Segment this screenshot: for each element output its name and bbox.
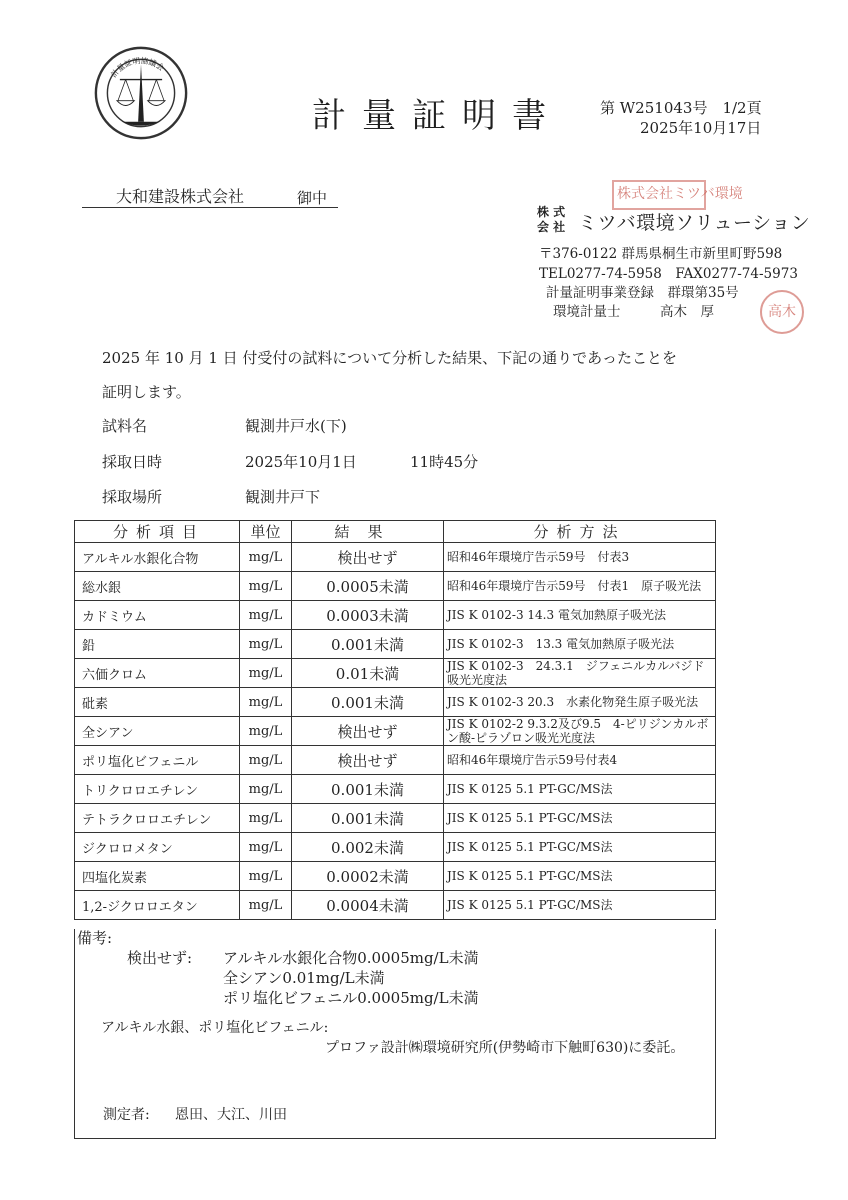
svg-text:計量証明協議会 bbox=[108, 55, 166, 79]
not-detected-line-2: 全シアン0.01mg/L未満 bbox=[223, 969, 385, 987]
result-cell: 0.01未満 bbox=[292, 659, 444, 688]
result-cell: 0.001未満 bbox=[292, 630, 444, 659]
result-cell: 検出せず bbox=[292, 717, 444, 746]
result-cell: 検出せず bbox=[292, 746, 444, 775]
table-row bbox=[75, 862, 716, 891]
kk-line2: 会 社 bbox=[537, 220, 566, 234]
subcontract-label: アルキル水銀、ポリ塩化ビフェニル: bbox=[101, 1020, 329, 1036]
document-title: 計量証明書 bbox=[312, 96, 562, 136]
analysis-item-cell: カドミウム bbox=[75, 601, 240, 630]
result-cell: 0.0003未満 bbox=[292, 601, 444, 630]
remarks-label: 備考: bbox=[77, 929, 113, 947]
not-detected-label: 検出せず: bbox=[127, 949, 193, 967]
table-row bbox=[75, 572, 716, 601]
unit-cell: mg/L bbox=[240, 688, 292, 717]
result-cell: 0.002未満 bbox=[292, 833, 444, 862]
unit-cell: mg/L bbox=[240, 833, 292, 862]
analysis-item-cell: テトラクロロエチレン bbox=[75, 804, 240, 833]
unit-cell: mg/L bbox=[240, 862, 292, 891]
analysis-method-cell: JIS K 0102-3 13.3 電気加熱原子吸光法 bbox=[444, 630, 716, 659]
table-row bbox=[75, 688, 716, 717]
unit-cell: mg/L bbox=[240, 601, 292, 630]
analysis-item-cell: ポリ塩化ビフェニル bbox=[75, 746, 240, 775]
sampling-datetime-label: 採取日時 bbox=[102, 453, 163, 471]
unit-cell: mg/L bbox=[240, 630, 292, 659]
analysis-method-cell: JIS K 0125 5.1 PT-GC/MS法 bbox=[444, 862, 716, 891]
table-row bbox=[75, 804, 716, 833]
analysis-item-cell: 総水銀 bbox=[75, 572, 240, 601]
balance-scale-icon bbox=[117, 64, 165, 125]
analysis-method-cell: JIS K 0102-3 20.3 水素化物発生原子吸光法 bbox=[444, 688, 716, 717]
result-cell: 0.0004未満 bbox=[292, 891, 444, 920]
analysis-item-cell: トリクロロエチレン bbox=[75, 775, 240, 804]
header-result: 結果 bbox=[292, 521, 444, 543]
analysis-item-cell: アルキル水銀化合物 bbox=[75, 543, 240, 572]
measurers-names: 恩田、大江、川田 bbox=[175, 1107, 287, 1123]
seal-ring-text: 計量証明協議会 bbox=[109, 56, 166, 80]
sampling-time-value: 11時45分 bbox=[410, 453, 479, 471]
table-row bbox=[75, 601, 716, 630]
sample-name-value: 観測井戸水(下) bbox=[245, 417, 347, 435]
header-method: 分析方法 bbox=[444, 521, 716, 543]
analysis-item-cell: 1,2-ジクロロエタン bbox=[75, 891, 240, 920]
analysis-method-cell: 昭和46年環境庁告示59号 付表3 bbox=[444, 543, 716, 572]
analysis-method-cell: JIS K 0102-3 24.3.1 ジフェニルカルバジド吸光光度法 bbox=[444, 659, 716, 688]
analysis-method-cell: JIS K 0125 5.1 PT-GC/MS法 bbox=[444, 775, 716, 804]
table-header-row bbox=[75, 521, 716, 543]
measurer-name: 高木 厚 bbox=[660, 304, 714, 320]
issuer-address: 〒376-0122 群馬県桐生市新里町野598 bbox=[539, 246, 783, 262]
sampling-place-value: 観測井戸下 bbox=[245, 488, 321, 506]
unit-cell: mg/L bbox=[240, 775, 292, 804]
unit-cell: mg/L bbox=[240, 746, 292, 775]
unit-cell: mg/L bbox=[240, 804, 292, 833]
company-stamp-text: 株式会社ミツバ環境 bbox=[617, 186, 743, 202]
issue-date: 2025年10月17日 bbox=[640, 119, 762, 137]
analysis-method-cell: JIS K 0125 5.1 PT-GC/MS法 bbox=[444, 804, 716, 833]
table-row bbox=[75, 833, 716, 862]
analysis-method-cell: JIS K 0125 5.1 PT-GC/MS法 bbox=[444, 891, 716, 920]
issuer-company-name: ミツバ環境ソリューション bbox=[578, 212, 811, 234]
addressee bbox=[82, 183, 338, 208]
unit-cell: mg/L bbox=[240, 572, 292, 601]
unit-cell: mg/L bbox=[240, 717, 292, 746]
unit-cell: mg/L bbox=[240, 543, 292, 572]
measurers-label: 測定者: bbox=[103, 1107, 150, 1123]
result-cell: 0.001未満 bbox=[292, 688, 444, 717]
analysis-item-cell: 鉛 bbox=[75, 630, 240, 659]
table-row bbox=[75, 717, 716, 746]
subcontract-text: プロファ設計㈱環境研究所(伊勢崎市下触町630)に委託。 bbox=[325, 1040, 685, 1056]
result-cell: 検出せず bbox=[292, 543, 444, 572]
unit-cell: mg/L bbox=[240, 659, 292, 688]
result-cell: 0.001未満 bbox=[292, 775, 444, 804]
document-number: 第 W251043号 1/2頁 bbox=[600, 99, 762, 117]
table-row bbox=[75, 775, 716, 804]
analysis-item-cell: ジクロロメタン bbox=[75, 833, 240, 862]
not-detected-line-3: ポリ塩化ビフェニル0.0005mg/L未満 bbox=[223, 989, 479, 1007]
addressee-company: 大和建設株式会社 bbox=[116, 187, 245, 206]
not-detected-line-1: アルキル水銀化合物0.0005mg/L未満 bbox=[223, 949, 479, 967]
sampling-date-value: 2025年10月1日 bbox=[245, 453, 357, 471]
analysis-method-cell: JIS K 0102-3 14.3 電気加熱原子吸光法 bbox=[444, 601, 716, 630]
sampling-place-label: 採取場所 bbox=[102, 488, 163, 506]
remarks-box bbox=[74, 929, 716, 1139]
result-cell: 0.001未満 bbox=[292, 804, 444, 833]
issuer-kabushiki-kaisha bbox=[537, 205, 565, 235]
table-row bbox=[75, 659, 716, 688]
results-table bbox=[74, 520, 716, 920]
kk-line1: 株 式 bbox=[537, 205, 566, 219]
certification-seal-logo bbox=[93, 45, 189, 141]
issuer-tel-fax: TEL0277-74-5958 FAX0277-74-5973 bbox=[539, 266, 798, 282]
sample-name-label: 試料名 bbox=[102, 417, 148, 435]
addressee-honorific: 御中 bbox=[297, 189, 328, 207]
table-row bbox=[75, 543, 716, 572]
intro-line-2: 証明します。 bbox=[102, 383, 191, 401]
analysis-item-cell: 全シアン bbox=[75, 717, 240, 746]
header-item: 分析項目 bbox=[75, 521, 240, 543]
company-stamp bbox=[612, 180, 743, 210]
measurer-title: 環境計量士 bbox=[553, 304, 621, 320]
result-cell: 0.0005未満 bbox=[292, 572, 444, 601]
personal-stamp bbox=[760, 290, 804, 334]
intro-line-1: 2025 年 10 月 1 日 付受付の試料について分析した結果、下記の通りであったことを bbox=[102, 349, 677, 367]
analysis-method-cell: 昭和46年環境庁告示59号付表4 bbox=[444, 746, 716, 775]
analysis-method-cell: JIS K 0102-2 9.3.2及び9.5 4-ピリジンカルボン酸-ピラゾロン吸光光度法 bbox=[444, 717, 716, 746]
analysis-item-cell: 砒素 bbox=[75, 688, 240, 717]
analysis-item-cell: 六価クロム bbox=[75, 659, 240, 688]
header-unit: 単位 bbox=[240, 521, 292, 543]
analysis-method-cell: JIS K 0125 5.1 PT-GC/MS法 bbox=[444, 833, 716, 862]
unit-cell: mg/L bbox=[240, 891, 292, 920]
table-row bbox=[75, 630, 716, 659]
table-row bbox=[75, 891, 716, 920]
result-cell: 0.0002未満 bbox=[292, 862, 444, 891]
table-row bbox=[75, 746, 716, 775]
analysis-item-cell: 四塩化炭素 bbox=[75, 862, 240, 891]
issuer-registration: 計量証明事業登録 群環第35号 bbox=[546, 285, 739, 301]
analysis-method-cell: 昭和46年環境庁告示59号 付表1 原子吸光法 bbox=[444, 572, 716, 601]
personal-stamp-text: 高木 bbox=[768, 304, 796, 320]
